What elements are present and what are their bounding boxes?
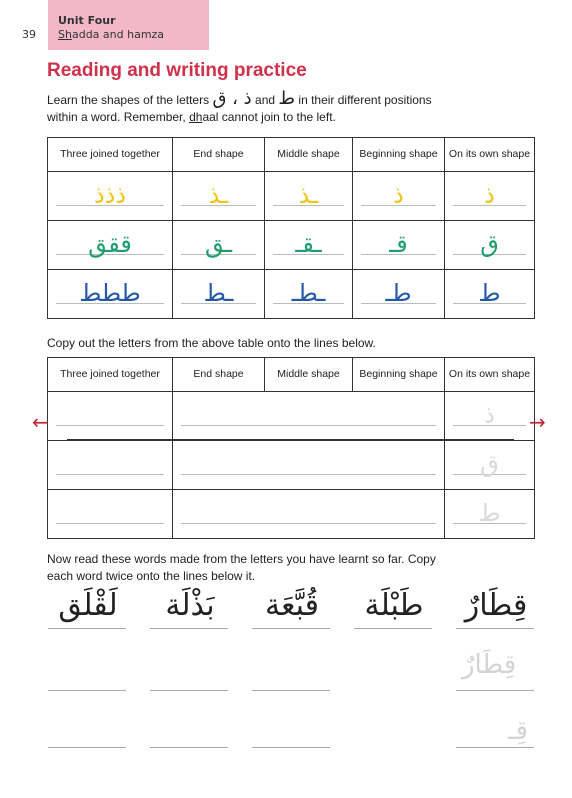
word-badhla: بَذْلَة	[165, 588, 215, 623]
divider-line	[67, 439, 514, 440]
col-end-shape: End shape	[173, 358, 265, 392]
letter-dhaal: ذ	[484, 181, 495, 209]
instruction-read-line-2: each word twice onto the lines below it.	[47, 569, 256, 583]
col-own-shape: On its own shape	[445, 138, 535, 172]
col-beginning-shape: Beginning shape	[353, 138, 445, 172]
letter-qaaf: ـقـ	[295, 230, 322, 258]
instr-letters: ذ ، ق	[212, 88, 252, 109]
table-header-row	[48, 358, 535, 392]
copy-line[interactable]	[48, 690, 126, 691]
table-row	[48, 392, 535, 441]
col-beginning-shape: Beginning shape	[353, 358, 445, 392]
instr-text-2: in their different positions	[298, 93, 432, 107]
trace-cell	[445, 392, 535, 441]
instruction-line-2	[47, 110, 336, 124]
word-line	[48, 628, 126, 629]
table-row	[48, 221, 535, 270]
col-three-joined: Three joined together	[48, 138, 173, 172]
copy-table	[47, 357, 535, 539]
unit-label: Unit Four	[58, 14, 116, 27]
instruction-copy: Copy out the letters from the above table onto the lines below.	[47, 336, 376, 350]
word-qubba: قُبَّعَة	[265, 588, 319, 623]
trace-qaaf: ق	[480, 450, 499, 478]
unit-subtitle	[58, 28, 164, 41]
col-own-shape: On its own shape	[445, 358, 535, 392]
instr-dhaal: aal cannot join to the left.	[202, 110, 336, 124]
instr-dh: dh	[189, 110, 203, 124]
table-header-row	[48, 138, 535, 172]
trace-cell	[445, 490, 535, 539]
letter-taa: ـطـ	[291, 279, 326, 307]
table-row	[48, 270, 535, 319]
word-line	[150, 628, 228, 629]
instr-letter: ط	[278, 88, 296, 109]
word-qitar: قِطَارٌ	[464, 588, 528, 623]
word-line	[456, 628, 534, 629]
table-row	[48, 441, 535, 490]
letter-dhaal: ذ	[393, 181, 404, 209]
copy-line[interactable]	[48, 747, 126, 748]
trace-taa: ط	[478, 499, 501, 527]
word-line	[354, 628, 432, 629]
letter-qaaf: قـ	[389, 230, 408, 258]
trace-word-partial: قِـ	[508, 716, 529, 746]
letter-dhaal: ذذذ	[93, 181, 127, 209]
instr-and: and	[255, 93, 276, 107]
page-number: 39	[22, 28, 36, 41]
letter-dhaal: ـذ	[298, 181, 319, 209]
letter-taa: ططط	[79, 279, 141, 307]
trace-cell	[445, 441, 535, 490]
copy-line[interactable]	[252, 690, 330, 691]
writing-cell[interactable]	[48, 441, 173, 490]
col-middle-shape: Middle shape	[265, 138, 353, 172]
prev-page-arrow-icon[interactable]: ←	[32, 410, 49, 434]
instruction-read-line-1: Now read these words made from the letters you have learnt so far. Copy	[47, 552, 436, 566]
subtitle-rest: adda and hamza	[71, 28, 165, 41]
page-title: Reading and writing practice	[47, 60, 307, 81]
word-line	[252, 628, 330, 629]
letter-qaaf: ق	[480, 230, 499, 258]
next-page-arrow-icon[interactable]: →	[529, 410, 546, 434]
letters-table	[47, 137, 535, 319]
instr-remember: within a word. Remember,	[47, 110, 186, 124]
trace-word-qitar: قِطَارٌ	[462, 650, 517, 680]
copy-line[interactable]	[456, 747, 534, 748]
instr-text: Learn the shapes of the letters	[47, 93, 210, 107]
trace-dhaal: ذ	[484, 401, 495, 429]
letter-taa: ط	[478, 279, 501, 307]
copy-line[interactable]	[150, 690, 228, 691]
col-middle-shape: Middle shape	[265, 358, 353, 392]
letter-taa: ـط	[203, 279, 234, 307]
copy-line[interactable]	[150, 747, 228, 748]
table-row	[48, 172, 535, 221]
letter-taa: طـ	[385, 279, 412, 307]
writing-cell[interactable]	[48, 490, 173, 539]
subtitle-underlined: Sh	[58, 28, 72, 41]
copy-line[interactable]	[252, 747, 330, 748]
writing-cell[interactable]	[48, 392, 173, 441]
letter-qaaf: ـق	[204, 230, 233, 258]
writing-cell[interactable]	[173, 441, 445, 490]
writing-cell[interactable]	[173, 392, 445, 441]
letter-qaaf: ققق	[88, 230, 132, 258]
instruction-line-1	[47, 88, 432, 109]
letter-dhaal: ـذ	[208, 181, 229, 209]
word-laqlaq: لَقْلَق	[58, 588, 118, 623]
copy-line[interactable]	[456, 690, 534, 691]
table-row	[48, 490, 535, 539]
col-three-joined: Three joined together	[48, 358, 173, 392]
writing-cell[interactable]	[173, 490, 445, 539]
word-tabla: طَبْلَة	[364, 588, 424, 623]
col-end-shape: End shape	[173, 138, 265, 172]
